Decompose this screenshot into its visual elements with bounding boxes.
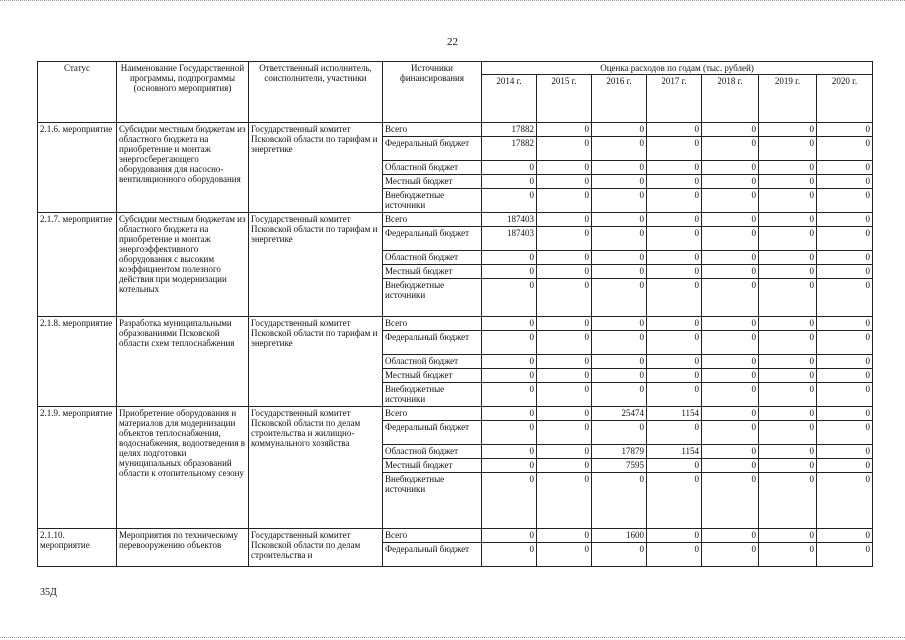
amount-cell: 0 [702, 279, 759, 317]
amount-cell: 0 [592, 227, 647, 251]
measure-name-cell: Субсидии местным бюджетам из областного бюджета на приобретение и монтаж энергоэффективного оборудования с высоким коэффициентом полезного действия при модернизации котельных [117, 213, 249, 317]
amount-cell: 0 [759, 123, 817, 137]
amount-cell: 0 [817, 529, 873, 543]
amount-cell: 0 [817, 407, 873, 421]
amount-cell: 0 [592, 265, 647, 279]
executor-cell: Государственный комитет Псковской области по тарифам и энергетике [249, 123, 383, 213]
source-cell: Областной бюджет [383, 355, 482, 369]
amount-cell: 0 [759, 189, 817, 213]
amount-cell: 0 [482, 459, 537, 473]
amount-cell: 0 [702, 251, 759, 265]
amount-cell: 0 [537, 407, 592, 421]
amount-cell: 0 [647, 227, 702, 251]
amount-cell: 0 [482, 543, 537, 567]
source-cell: Внебюджетные источники [383, 189, 482, 213]
amount-cell: 0 [759, 317, 817, 331]
amount-cell: 0 [702, 407, 759, 421]
amount-cell: 0 [482, 407, 537, 421]
amount-cell: 0 [702, 213, 759, 227]
amount-cell: 0 [537, 279, 592, 317]
measure-name-cell: Приобретение оборудования и материалов для модернизации объектов теплоснабжения, водоснабжения, водоотведения в целях подготовки муниципальных образований области к отопительному сезону [117, 407, 249, 529]
amount-cell: 0 [592, 355, 647, 369]
header-year: 2019 г. [759, 75, 817, 123]
status-cell: 2.1.10. мероприятие [38, 529, 117, 567]
amount-cell: 0 [482, 265, 537, 279]
amount-cell: 0 [537, 421, 592, 445]
amount-cell: 0 [817, 317, 873, 331]
amount-cell: 0 [647, 213, 702, 227]
source-cell: Областной бюджет [383, 161, 482, 175]
amount-cell: 0 [647, 265, 702, 279]
amount-cell: 0 [817, 445, 873, 459]
amount-cell: 0 [702, 137, 759, 161]
amount-cell: 0 [759, 213, 817, 227]
amount-cell: 1154 [647, 407, 702, 421]
measure-name-cell: Субсидии местным бюджетам из областного бюджета на приобретение и монтаж энергосберегающего оборудования для насосно-вентиляционного оборудования [117, 123, 249, 213]
scan-edge-bottom [0, 634, 905, 638]
amount-cell: 0 [482, 331, 537, 355]
amount-cell: 0 [817, 369, 873, 383]
amount-cell: 1600 [592, 529, 647, 543]
amount-cell: 0 [702, 445, 759, 459]
amount-cell: 0 [482, 383, 537, 407]
amount-cell: 0 [759, 161, 817, 175]
amount-cell: 0 [702, 331, 759, 355]
source-cell: Всего [383, 529, 482, 543]
amount-cell: 0 [647, 473, 702, 529]
amount-cell: 0 [759, 251, 817, 265]
source-cell: Местный бюджет [383, 175, 482, 189]
amount-cell: 0 [817, 265, 873, 279]
amount-cell: 0 [537, 529, 592, 543]
amount-cell: 0 [537, 161, 592, 175]
amount-cell: 0 [759, 331, 817, 355]
amount-cell: 0 [702, 421, 759, 445]
source-cell: Всего [383, 407, 482, 421]
amount-cell: 0 [817, 279, 873, 317]
header-year: 2017 г. [647, 75, 702, 123]
amount-cell: 0 [482, 445, 537, 459]
amount-cell: 0 [647, 279, 702, 317]
amount-cell: 0 [759, 265, 817, 279]
amount-cell: 0 [817, 543, 873, 567]
header-year: 2014 г. [482, 75, 537, 123]
amount-cell: 0 [759, 383, 817, 407]
amount-cell: 0 [702, 459, 759, 473]
amount-cell: 0 [702, 175, 759, 189]
amount-cell: 0 [647, 529, 702, 543]
amount-cell: 0 [817, 473, 873, 529]
amount-cell: 0 [817, 421, 873, 445]
amount-cell: 0 [647, 383, 702, 407]
source-cell: Федеральный бюджет [383, 331, 482, 355]
amount-cell: 17882 [482, 137, 537, 161]
header-estimate: Оценка расходов по годам (тыс. рублей) [482, 62, 873, 75]
amount-cell: 0 [592, 213, 647, 227]
status-cell: 2.1.7. мероприятие [38, 213, 117, 317]
source-cell: Внебюджетные источники [383, 473, 482, 529]
scan-edge-top [0, 0, 905, 4]
amount-cell: 0 [759, 421, 817, 445]
amount-cell: 0 [592, 189, 647, 213]
amount-cell: 0 [759, 445, 817, 459]
header-year: 2020 г. [817, 75, 873, 123]
amount-cell: 0 [592, 421, 647, 445]
measure-name-cell: Мероприятия по техническому перевооружению объектов [117, 529, 249, 567]
source-cell: Федеральный бюджет [383, 421, 482, 445]
amount-cell: 0 [702, 529, 759, 543]
source-cell: Всего [383, 123, 482, 137]
amount-cell: 17879 [592, 445, 647, 459]
source-cell: Федеральный бюджет [383, 137, 482, 161]
amount-cell: 0 [817, 189, 873, 213]
amount-cell: 0 [592, 279, 647, 317]
amount-cell: 0 [482, 529, 537, 543]
amount-cell: 0 [592, 543, 647, 567]
amount-cell: 187403 [482, 213, 537, 227]
table-row [38, 213, 873, 227]
amount-cell: 0 [482, 189, 537, 213]
amount-cell: 0 [702, 265, 759, 279]
amount-cell: 0 [759, 227, 817, 251]
source-cell: Федеральный бюджет [383, 543, 482, 567]
amount-cell: 0 [647, 459, 702, 473]
amount-cell: 0 [592, 331, 647, 355]
amount-cell: 0 [759, 407, 817, 421]
amount-cell: 7595 [592, 459, 647, 473]
amount-cell: 0 [647, 123, 702, 137]
amount-cell: 0 [702, 473, 759, 529]
amount-cell: 0 [759, 137, 817, 161]
amount-cell: 0 [537, 473, 592, 529]
amount-cell: 0 [482, 251, 537, 265]
executor-cell: Государственный комитет Псковской области по тарифам и энергетике [249, 213, 383, 317]
header-executor: Ответственный исполнитель, соисполнители, участники [249, 62, 383, 123]
source-cell: Внебюджетные источники [383, 383, 482, 407]
table-row [38, 123, 873, 137]
amount-cell: 0 [592, 317, 647, 331]
amount-cell: 0 [537, 189, 592, 213]
amount-cell: 0 [482, 369, 537, 383]
header-name: Наименование Государственной программы, подпрограммы (основного мероприятия) [117, 62, 249, 123]
amount-cell: 0 [537, 369, 592, 383]
amount-cell: 0 [647, 331, 702, 355]
amount-cell: 0 [647, 251, 702, 265]
amount-cell: 0 [537, 175, 592, 189]
amount-cell: 0 [817, 331, 873, 355]
amount-cell: 0 [817, 459, 873, 473]
amount-cell: 0 [537, 445, 592, 459]
status-cell: 2.1.8. мероприятие [38, 317, 117, 407]
amount-cell: 0 [537, 317, 592, 331]
amount-cell: 0 [537, 123, 592, 137]
amount-cell: 0 [537, 137, 592, 161]
amount-cell: 0 [647, 317, 702, 331]
amount-cell: 0 [537, 213, 592, 227]
amount-cell: 0 [759, 355, 817, 369]
status-cell: 2.1.6. мероприятие [38, 123, 117, 213]
amount-cell: 0 [592, 123, 647, 137]
amount-cell: 0 [759, 473, 817, 529]
amount-cell: 0 [592, 369, 647, 383]
amount-cell: 0 [817, 251, 873, 265]
amount-cell: 0 [702, 355, 759, 369]
amount-cell: 0 [592, 161, 647, 175]
amount-cell: 0 [592, 251, 647, 265]
amount-cell: 0 [702, 123, 759, 137]
amount-cell: 0 [482, 421, 537, 445]
amount-cell: 0 [817, 227, 873, 251]
amount-cell: 0 [817, 175, 873, 189]
amount-cell: 0 [817, 213, 873, 227]
amount-cell: 0 [702, 161, 759, 175]
source-cell: Местный бюджет [383, 369, 482, 383]
amount-cell: 0 [817, 123, 873, 137]
amount-cell: 0 [702, 317, 759, 331]
executor-cell: Государственный комитет Псковской области по делам строительства и жилищно-коммунального хозяйства [249, 407, 383, 529]
amount-cell: 0 [482, 175, 537, 189]
budget-table [37, 61, 873, 567]
amount-cell: 0 [647, 369, 702, 383]
header-year: 2018 г. [702, 75, 759, 123]
amount-cell: 0 [817, 161, 873, 175]
amount-cell: 0 [482, 317, 537, 331]
amount-cell: 0 [759, 459, 817, 473]
header-status: Статус [38, 62, 117, 123]
amount-cell: 0 [647, 421, 702, 445]
amount-cell: 0 [592, 175, 647, 189]
header-year: 2016 г. [592, 75, 647, 123]
amount-cell: 0 [537, 251, 592, 265]
amount-cell: 0 [592, 473, 647, 529]
amount-cell: 0 [759, 175, 817, 189]
amount-cell: 0 [537, 543, 592, 567]
amount-cell: 0 [702, 189, 759, 213]
amount-cell: 0 [647, 137, 702, 161]
executor-cell: Государственный комитет Псковской области по тарифам и энергетике [249, 317, 383, 407]
amount-cell: 17882 [482, 123, 537, 137]
amount-cell: 0 [537, 383, 592, 407]
amount-cell: 0 [702, 383, 759, 407]
amount-cell: 0 [482, 473, 537, 529]
amount-cell: 0 [647, 189, 702, 213]
source-cell: Областной бюджет [383, 251, 482, 265]
header-year: 2015 г. [537, 75, 592, 123]
page-number: 22 [447, 36, 458, 48]
amount-cell: 0 [817, 355, 873, 369]
source-cell: Всего [383, 213, 482, 227]
amount-cell: 0 [759, 529, 817, 543]
amount-cell: 0 [482, 355, 537, 369]
table-row [38, 407, 873, 421]
amount-cell: 0 [592, 137, 647, 161]
amount-cell: 0 [647, 543, 702, 567]
amount-cell: 187403 [482, 227, 537, 251]
amount-cell: 0 [647, 175, 702, 189]
source-cell: Местный бюджет [383, 265, 482, 279]
amount-cell: 0 [647, 355, 702, 369]
amount-cell: 0 [647, 161, 702, 175]
amount-cell: 0 [702, 543, 759, 567]
header-sources: Источники финансирования [383, 62, 482, 123]
source-cell: Областной бюджет [383, 445, 482, 459]
amount-cell: 0 [817, 383, 873, 407]
amount-cell: 0 [482, 161, 537, 175]
amount-cell: 0 [759, 369, 817, 383]
status-cell: 2.1.9. мероприятие [38, 407, 117, 529]
amount-cell: 0 [759, 279, 817, 317]
table-row [38, 529, 873, 543]
source-cell: Местный бюджет [383, 459, 482, 473]
source-cell: Внебюджетные источники [383, 279, 482, 317]
amount-cell: 0 [537, 355, 592, 369]
measure-name-cell: Разработка муниципальными образованиями Псковской области схем теплоснабжения [117, 317, 249, 407]
amount-cell: 0 [482, 279, 537, 317]
table-body [38, 123, 873, 567]
amount-cell: 0 [702, 227, 759, 251]
amount-cell: 25474 [592, 407, 647, 421]
table-row [38, 317, 873, 331]
footer-code: 35Д [40, 587, 57, 598]
executor-cell: Государственный комитет Псковской области по делам строительства и [249, 529, 383, 567]
amount-cell: 0 [759, 543, 817, 567]
amount-cell: 0 [537, 265, 592, 279]
amount-cell: 0 [592, 383, 647, 407]
amount-cell: 0 [537, 459, 592, 473]
amount-cell: 1154 [647, 445, 702, 459]
amount-cell: 0 [537, 227, 592, 251]
amount-cell: 0 [702, 369, 759, 383]
source-cell: Федеральный бюджет [383, 227, 482, 251]
amount-cell: 0 [817, 137, 873, 161]
amount-cell: 0 [537, 331, 592, 355]
source-cell: Всего [383, 317, 482, 331]
